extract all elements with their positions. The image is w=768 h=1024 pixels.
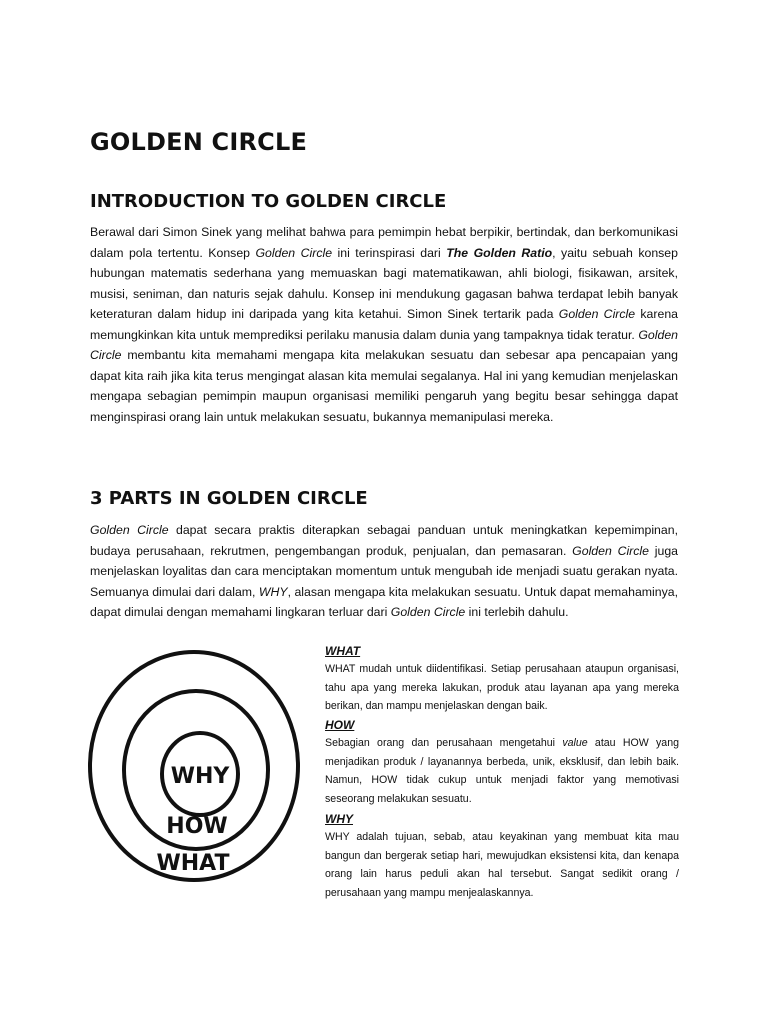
text-run-italic: Golden Circle xyxy=(255,245,333,260)
page-title: GOLDEN CIRCLE xyxy=(90,128,308,156)
how-label: HOW xyxy=(166,814,228,839)
text-run-italic: Golden Circle xyxy=(90,327,678,362)
three-parts-paragraph xyxy=(90,520,678,623)
text-run-italic: Golden Circle xyxy=(558,307,636,321)
text-run: , yaitu sebuah konsep hubungan matematis sederhana yang memuaskan bagi matematikawan, ahli biologi, fisikawan, arsitek, musisi, seniman, dan naturis sejak dahulu. Konsep ini mendukung gagasan bahwa terdapat lebih banyak keteraturan dalam hidup ini daripada yang kita ketahui. Simon Sinek tertarik pada xyxy=(90,245,678,321)
what-description xyxy=(325,642,679,716)
section-heading-three-parts: 3 PARTS IN GOLDEN CIRCLE xyxy=(90,488,368,509)
text-run: membantu kita memahami mengapa kita melakukan sesuatu dan sebesar apa pencapaian yang dapat kita raih jika kita terus mengingat alasan kita memulai segalanya. Hal ini yang kemudian menjelaskan mengapa sebagian pemimpin maupun organisasi memiliki pengaruh yang begitu besar sehingga dapat menginspirasi orang lain untuk melakukan sesuatu, bukannya memanipulasi mereka. xyxy=(90,348,678,424)
why-description xyxy=(325,810,679,902)
introduction-paragraph xyxy=(90,222,678,427)
text-run: juga menjelaskan loyalitas dan cara menciptakan momentum untuk mengubah ide menjadi suatu gerakan nyata. Semuanya dimulai dari dalam, xyxy=(90,543,678,599)
text-run-italic: Golden Circle xyxy=(90,523,169,537)
section-heading-introduction: INTRODUCTION TO GOLDEN CIRCLE xyxy=(90,191,447,212)
text-run: dapat secara praktis diterapkan sebagai panduan untuk meningkatkan kepemimpinan, budaya perusahaan, rekrutmen, pengembangan produk, penjualan, dan pemasaran. xyxy=(90,523,678,558)
text-run: , alasan mengapa kita melakukan sesuatu. Untuk dapat memahaminya, dapat dimulai dengan memahami lingkaran terluar dari xyxy=(90,584,679,619)
text-run: Berawal dari Simon Sinek yang melihat bahwa para pemimpin hebat berpikir, bertindak, dan berkomunikasi dalam pola tertentu. Konsep xyxy=(90,225,678,260)
what-label: WHAT xyxy=(156,851,230,876)
what-text: WHAT mudah untuk diidentifikasi. Setiap perusahaan ataupun organisasi, tahu apa yang mereka lakukan, produk atau layanan apa yang mereka berikan, dan mampu menjelaskan dengan baik. xyxy=(325,663,679,713)
text-run: karena memungkinkan kita untuk memprediksi perilaku manusia dalam dunia yang tampaknya tidak teratur. xyxy=(90,307,679,342)
what-heading: WHAT xyxy=(325,644,361,658)
text-run: atau HOW yang menjadikan produk / layanannya berbeda, unik, eksklusif, dan lebih baik. Namun, HOW tidak cukup untuk menjadi faktor yang memotivasi seseorang melakukan sesuatu. xyxy=(325,737,679,805)
text-run-italic: Golden Circle xyxy=(572,543,649,558)
how-text xyxy=(325,734,679,808)
how-description xyxy=(325,716,679,808)
text-run-italic: value xyxy=(562,737,588,749)
why-text: WHY adalah tujuan, sebab, atau keyakinan yang membuat kita mau bangun dan bergerak setiap hari, mewujudkan eksistensi kita, dan kenapa orang lain harus peduli akan hal tersebut. Sangat sedikit orang / perusahaan yang mampu menjealaskannya. xyxy=(325,831,679,899)
golden-circle-diagram xyxy=(86,648,302,884)
why-label: WHY xyxy=(170,764,230,789)
why-heading: WHY xyxy=(325,812,353,826)
text-run-bold-italic: The Golden Ratio xyxy=(446,245,553,260)
text-run-italic: WHY xyxy=(258,584,288,599)
text-run: ini terinspirasi dari xyxy=(332,245,447,260)
how-heading: HOW xyxy=(325,718,355,732)
text-run-italic: Golden Circle xyxy=(390,605,466,619)
text-run: Sebagian orang dan perusahaan mengetahui xyxy=(325,737,563,749)
text-run: ini terlebih dahulu. xyxy=(465,605,569,619)
